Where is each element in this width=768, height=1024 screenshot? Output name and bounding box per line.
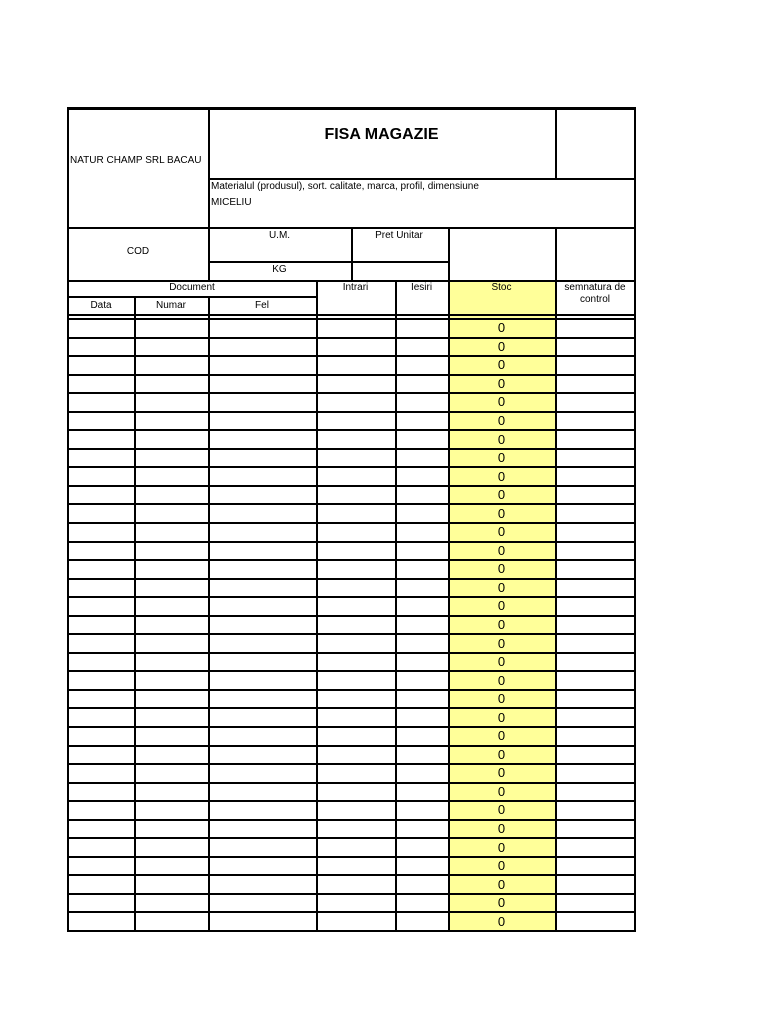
stoc-cell: 0 [497, 506, 506, 521]
stoc-cell: 0 [497, 877, 506, 892]
stoc-cell: 0 [497, 654, 506, 669]
stoc-cell: 0 [497, 394, 506, 409]
pret-unitar-label: Pret Unitar [375, 230, 423, 241]
blank-divider [555, 227, 557, 282]
row-line [67, 466, 636, 468]
title-bottom-line [208, 178, 636, 180]
company-name: NATUR CHAMP SRL BACAU [70, 155, 202, 166]
stoc-cell: 0 [497, 617, 506, 632]
stoc-cell: 0 [497, 895, 506, 910]
stoc-cell: 0 [497, 413, 506, 428]
stoc-cell: 0 [497, 487, 506, 502]
header-divider-right-top [555, 107, 557, 180]
stoc-cell: 0 [497, 357, 506, 372]
col-line-iesiri [395, 280, 397, 932]
frame-right [634, 107, 636, 932]
stoc-cell: 0 [497, 561, 506, 576]
stoc-cell: 0 [497, 432, 506, 447]
col-document: Document [169, 282, 215, 293]
col-numar: Numar [155, 300, 186, 311]
stoc-cell: 0 [497, 450, 506, 465]
stoc-cell: 0 [497, 524, 506, 539]
frame-left [67, 107, 69, 932]
col-fel: Fel [255, 300, 269, 311]
stoc-cell: 0 [497, 636, 506, 651]
pret-divider [448, 227, 450, 282]
frame-top [67, 107, 636, 110]
row-line [67, 503, 636, 505]
col-iesiri: Iesiri [410, 282, 433, 293]
row-line [67, 429, 636, 431]
stoc-cell: 0 [497, 728, 506, 743]
stoc-cell: 0 [497, 691, 506, 706]
header-divider-left [208, 107, 210, 282]
col-semnatura: semnatura de control [564, 282, 626, 305]
row-line [67, 633, 636, 635]
stoc-cell: 0 [497, 320, 506, 335]
stoc-cell: 0 [497, 747, 506, 762]
stoc-cell: 0 [497, 858, 506, 873]
stoc-cell: 0 [497, 784, 506, 799]
col-stoc: Stoc [491, 282, 512, 293]
row-line [67, 837, 636, 839]
um-label: U.M. [268, 230, 291, 241]
stoc-cell: 0 [497, 765, 506, 780]
col-intrari: Intrari [342, 282, 369, 293]
stoc-cell: 0 [497, 710, 506, 725]
stoc-cell: 0 [497, 821, 506, 836]
row-line [67, 707, 636, 709]
col-line-intrari [316, 280, 318, 932]
material-value: MICELIU [211, 197, 252, 208]
col-line-semnatura [555, 280, 557, 932]
cod-label: COD [126, 246, 150, 257]
stoc-cell: 0 [497, 598, 506, 613]
um-value: KG [272, 264, 287, 275]
row-line [67, 874, 636, 876]
stoc-cell: 0 [497, 673, 506, 688]
row-line [67, 911, 636, 913]
um-pret-divider [351, 227, 353, 282]
stoc-cell: 0 [497, 376, 506, 391]
document-subheader-line [67, 296, 318, 298]
stoc-cell: 0 [497, 469, 506, 484]
um-value-line [208, 261, 450, 263]
material-label: Materialul (produsul), sort. calitate, marca, profil, dimensiune [211, 181, 479, 192]
col-data: Data [90, 300, 112, 311]
stoc-cell: 0 [497, 840, 506, 855]
stoc-cell: 0 [497, 339, 506, 354]
header-bottom-line-a [67, 314, 636, 316]
stoc-cell: 0 [497, 543, 506, 558]
column-header-top [67, 280, 636, 282]
frame-bottom [67, 930, 636, 932]
page-title: FISA MAGAZIE [324, 126, 439, 143]
row-line [67, 670, 636, 672]
stoc-cell: 0 [497, 914, 506, 929]
stoc-cell: 0 [497, 802, 506, 817]
stoc-cell: 0 [497, 580, 506, 595]
